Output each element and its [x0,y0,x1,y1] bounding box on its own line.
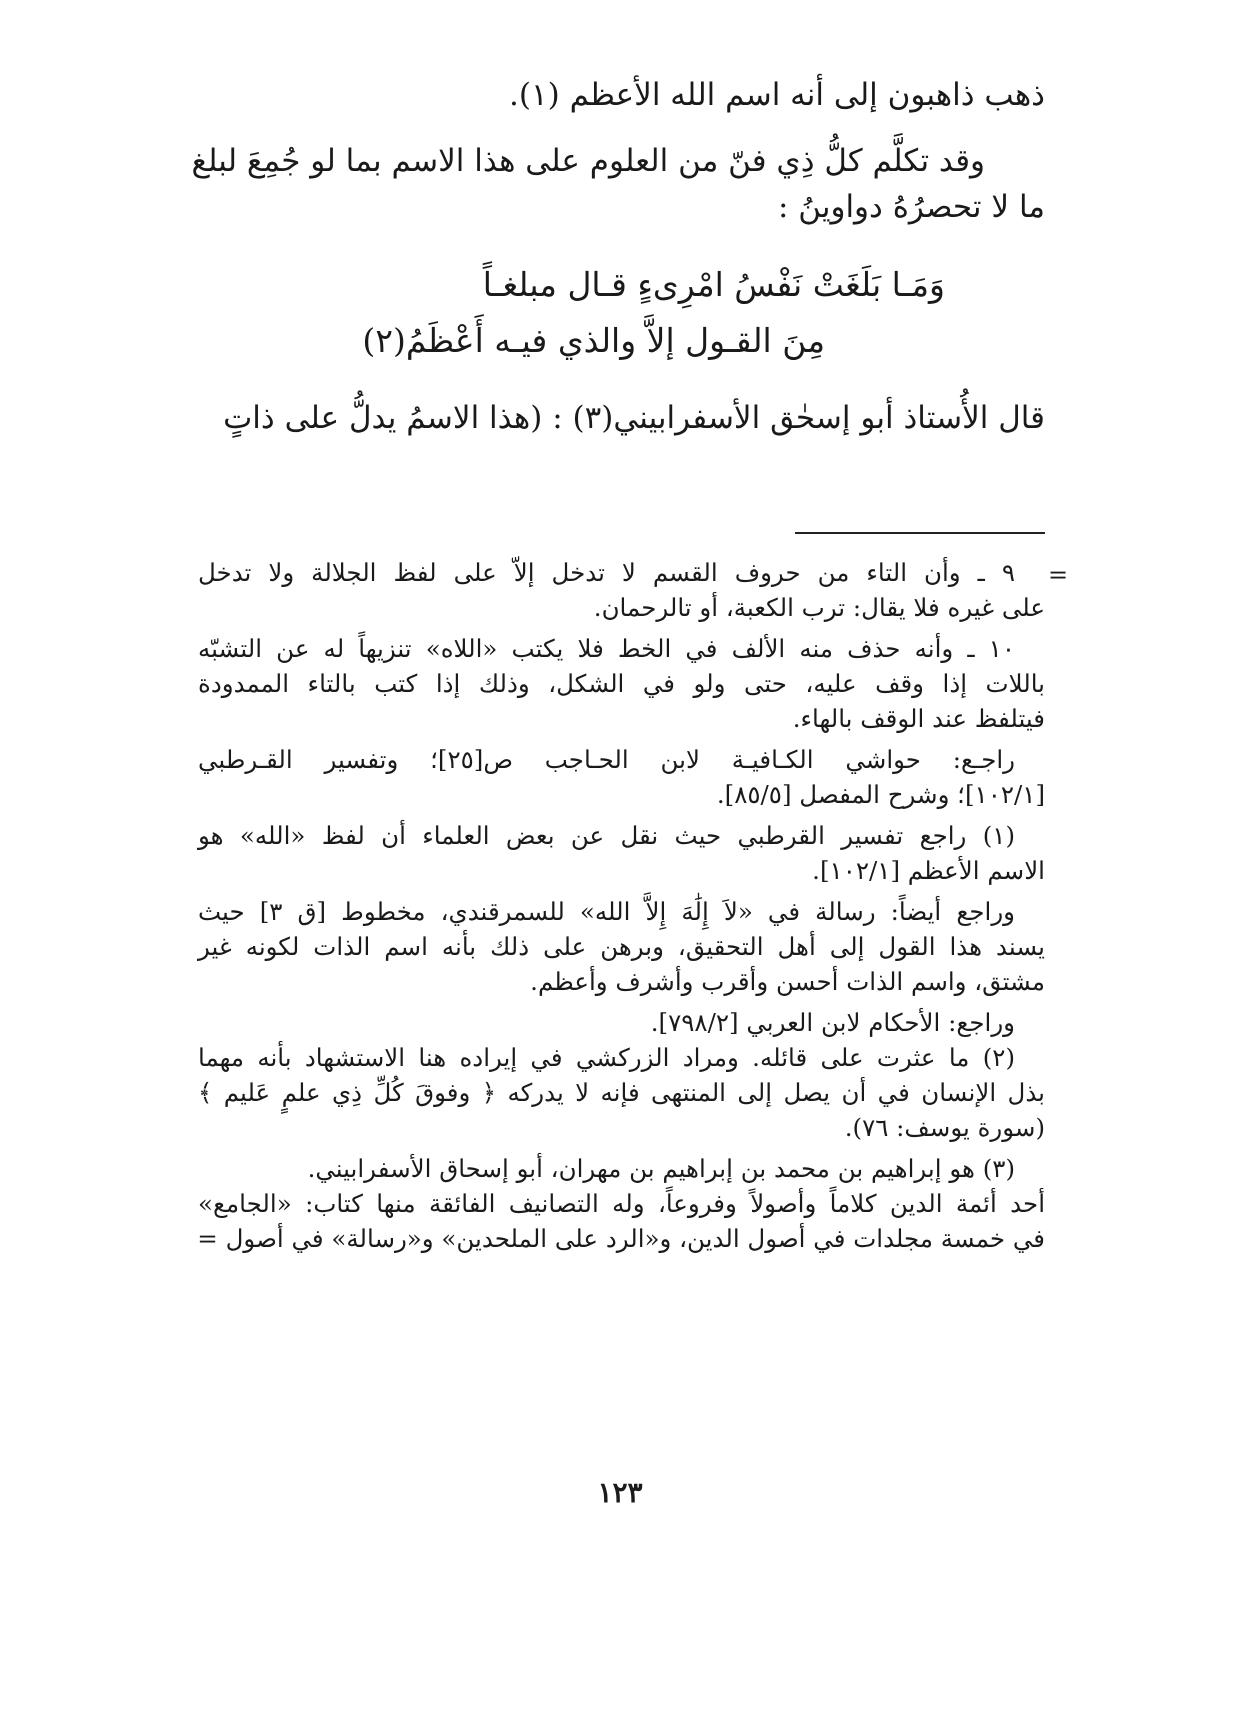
footnote-line: مشتق، واسم الذات أحسن وأقرب وأشرف وأعظم. [530,967,1045,996]
main-line: قال الأُستاذ أبو إسحٰق الأسفرابيني(٣) : (هذا الاسمُ يدلُّ على ذاتٍ [223,400,1045,436]
footnote-line: ١٠ ـ وأنه حذف منه الألف في الخط فلا يكتب «اللاه» تنزيهاً له عن التشبّه [198,634,1015,663]
footnote-line: في خمسة مجلدات في أصول الدين، و«الرد على الملحدين» و«رسالة» في أصول = [197,1224,1045,1253]
footnote-line: أحد أئمة الدين كلاماً وأصولاً وفروعاً، وله التصانيف الفائقة منها كتاب: «الجامع» [198,1189,1045,1218]
footnote-line: [١٠٢/١]؛ وشرح المفصل [٨٥/٥]. [716,780,1045,809]
page-number: ١٢٣ [597,1476,643,1509]
footnotes [198,555,1045,1256]
verse [200,262,1045,308]
main-line: ما لا تحصرُهُ دواوينُ : [777,189,1045,225]
verse [200,318,1045,364]
main-text [200,395,1045,441]
footnote-line: على غيره فلا يقال: ترب الكعبة، أو تالرحمان. [593,593,1045,622]
footnote-line: ٩ ـ وأن التاء من حروف القسم لا تدخل إلاّ على لفظ الجلالة ولا تدخل [198,558,1015,587]
footnote-line: (١) راجع تفسير القرطبي حيث نقل عن بعض العلماء أن لفظ «الله» هو [198,821,1015,850]
footnote-line: راجـع: حواشي الكـافيـة لابن الحـاجب ص[٢٥]؛ وتفسير القـرطبي [198,745,1015,774]
main-line: ذهب ذاهبون إلى أنه اسم الله الأعظم (١). [509,77,1045,113]
footnote-line: يسند هذا القول إلى أهل التحقيق، وبرهن على ذلك بأنه اسم الذات لكونه غير [198,932,1045,961]
main-text [191,72,1045,230]
footnote-line: وراجع: الأحكام لابن العربي [٧٩٨/٢]. [650,1008,1015,1037]
footnote-line: (سورة يوسف: ٧٦). [844,1113,1045,1142]
verse-hemistich-1: وَمَـا بَلَغَتْ نَفْسُ امْرِىءٍ قـال مبلغـاً [482,265,945,304]
main-line: وقد تكلَّم كلُّ ذِي فنّ من العلوم على هذا الاسم بما لو جُمِعَ لبلغ [191,143,985,179]
footnote-line: (٣) هو إبراهيم بن محمد بن إبراهيم بن مهران، أبو إسحاق الأسفرابيني. [307,1154,1015,1183]
footnote-line: الاسم الأعظم [١٠٢/١]. [812,856,1045,885]
footnote-line: وراجع أيضاً: رسالة في «لاَ إِلَٰهَ إِلاَّ الله» للسمرقندي، مخطوط [ق ٣] حيث [198,897,1015,926]
footnote-line: بذل الإنسان في أن يصل إلى المنتهى فإنه لا يدركه ﴿ وفوقَ كُلِّ ذِي علمٍ عَليم ﴾ [198,1078,1045,1107]
footnote-line: باللات إذا وقف عليه، حتى ولو في الشكل، وذلك إذا كتب بالتاء الممدودة [198,669,1045,698]
footnote-line: (٢) ما عثرت على قائله. ومراد الزركشي في إيراده هنا الاستشهاد بأنه مهما [198,1043,1015,1072]
footnote-line: فيتلفظ عند الوقف بالهاء. [792,704,1045,733]
footnote-separator [795,532,1045,534]
verse-hemistich-2: مِنَ القـول إلاَّ والذي فيـه أَعْظَمُ(٢) [362,321,825,360]
continuation-mark: = [1048,561,1069,589]
